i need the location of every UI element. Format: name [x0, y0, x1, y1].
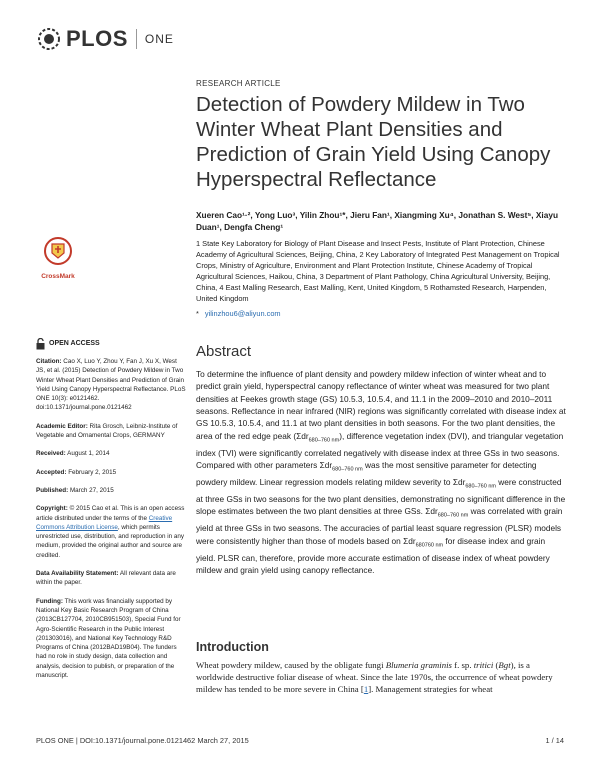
open-access-label: OPEN ACCESS — [49, 340, 100, 348]
abstract-subscript-3: 680–760 nm — [465, 483, 496, 490]
corresponding-email[interactable] — [196, 309, 281, 318]
published-date: March 27, 2015 — [69, 486, 114, 494]
data-availability-text: All relevant data are within the paper. — [36, 570, 176, 587]
abstract-subscript-1: 680–760 nm — [308, 437, 340, 444]
abstract-subscript-5: 680760 nm — [415, 542, 444, 549]
abstract-body — [196, 368, 566, 576]
introduction-body — [196, 659, 566, 696]
affiliations: 1 State Key Laboratory for Biology of Plant Disease and Insect Pests, Institute of Plant Protection, Chinese Academy of Agricultural Sciences, Beijing, China, 2 Key Laboratory of Integrated Pest Management on Tropical Crops, Ministry of Agriculture, Environment and Plant Protection Institute, Chinese Academy of Tropical Agricultural Sciences, Haikou, China, 3 Department of Plant Pathology, China Agricultural University, Beijing, China, 4 East Malling Research, East Malling, Kent, United Kingdom, 5 Rothamsted Research, Harpenden, United Kingdom — [196, 239, 560, 303]
received-block — [36, 449, 186, 458]
accepted-block — [36, 468, 186, 477]
data-availability-block — [36, 569, 186, 588]
abstract-text-6: for disease index and grain yield. PLSR can, therefore, provide more accurate estimation of disease index of wheat powdery mildew and grain yield using canopy reflectance. — [196, 535, 550, 576]
data-availability-label: Data Availability Statement: — [36, 570, 119, 578]
open-lock-icon — [36, 338, 45, 350]
published-label: Published: — [36, 486, 69, 494]
abstract-subscript-4: 680–760 nm — [437, 513, 469, 520]
received-label: Received: — [36, 450, 66, 458]
license-link[interactable]: Creative Commons Attribution License — [36, 514, 173, 531]
footer-citation: PLOS ONE | DOI:10.1371/journal.pone.0121462 March 27, 2015 — [36, 736, 249, 745]
citation-block — [36, 357, 186, 413]
open-access-badge — [36, 338, 186, 350]
accepted-date: February 2, 2015 — [68, 468, 117, 476]
accepted-label: Accepted: — [36, 468, 67, 476]
abstract-text-4: were constructed at three GSs in two seasons for the two plant densities, demonstrating no significant difference in the slope estimates between the two plant densities at three GSs. Σdr — [196, 477, 566, 517]
article-info-sidebar — [36, 338, 186, 689]
plos-logo[interactable] — [36, 26, 174, 52]
funding-text: This work was financially supported by National Key Basic Research Program of China (2013CB127704, 2010CB951503), Special Fund for Agro-Scientific Research in the Public Interest (201303016), and National Key Technology R&D Programs of China (2012BAD19B04). The funders had no role in study design, data collection and analysis, decision to publish, or preparation of the manuscript. — [36, 597, 181, 680]
intro-italic-1: Blumeria graminis — [385, 660, 452, 670]
intro-italic-3: Bgt — [498, 660, 511, 670]
funding-block — [36, 597, 186, 681]
intro-text-1: Wheat powdery mildew, caused by the obligate fungi — [196, 660, 386, 670]
abstract-text-3: was the most sensitive parameter for detecting powdery mildew. Linear regression models relating mildew severity to Σdr — [196, 460, 537, 488]
intro-italic-2: tritici — [473, 660, 494, 670]
abstract-text-2: ), difference vegetation index (DVI), and triangular vegetation index (TVI) were significantly correlated negatively with disease index at three GSs in two seasons. Compared with other parameters Σdr — [196, 430, 564, 471]
editor-label: Academic Editor: — [36, 422, 88, 430]
editor-block — [36, 422, 186, 441]
corresponding-marker: * — [196, 309, 199, 318]
abstract-text-1: To determine the influence of plant density and powdery mildew infection of winter wheat and to predict grain yield, hyperspectral canopy reflectance of winter wheat was measured for two plant densities at Feekes growth stage (GS) 10.5.3, 10.5.4, and 11.1 in the 2009–2010 and 2010–2011 seasons. Reflectance in near infrared (NIR) regions was significantly correlated with disease index at GS 10.5.3, 10.5.4, and 11.1 at two plant densities in both seasons. For the two plant densities, the area of the red edge peak (Σdr — [196, 369, 566, 441]
published-block — [36, 486, 186, 495]
article-type: RESEARCH ARTICLE — [196, 79, 281, 88]
crossmark-badge[interactable] — [38, 236, 78, 280]
logo-divider — [136, 29, 137, 49]
citation-label: Citation: — [36, 358, 62, 365]
abstract-subscript-2: 680–760 nm — [332, 466, 363, 473]
crossmark-icon — [43, 236, 73, 266]
copyright-label: Copyright: — [36, 505, 68, 513]
funding-label: Funding: — [36, 597, 63, 605]
author-list: Xueren Cao¹·², Yong Luo³, Yilin Zhou¹*, Jieru Fan¹, Xiangming Xu⁴, Jonathan S. West⁵, Xiayu Duan¹, Dengfa Cheng¹ — [196, 210, 559, 232]
introduction-heading: Introduction — [196, 640, 269, 654]
intro-text-2: f. sp. — [451, 660, 474, 670]
copyright-text-pre: © 2015 Cao et al. This is an open access article distributed under the terms of the — [36, 505, 185, 522]
crossmark-label: CrossMark — [41, 273, 75, 280]
abstract-heading: Abstract — [196, 343, 252, 360]
journal-name: ONE — [144, 32, 174, 46]
email-link[interactable]: yilinzhou6@aliyun.com — [204, 309, 281, 318]
page-footer — [36, 736, 564, 745]
intro-text-4: ), is a worldwide destructive foliar disease of wheat. Since the late 1970s, the occurrence of wheat powdery mildew has tended to be more severe in China [ — [196, 660, 553, 695]
received-date: August 1, 2014 — [67, 450, 110, 458]
intro-text-3: ( — [493, 660, 499, 670]
intro-text-5: ]. Management strategies for wheat — [368, 684, 493, 695]
abstract-text-5: was correlated with grain yield at three GSs in two seasons. The accuracies of partial least square regression (PLSR) models were consistently higher than those of models based on Σdr — [196, 506, 563, 546]
editor-text: Rita Grosch, Leibniz-Institute of Vegetable and Ornamental Crops, GERMANY — [36, 422, 178, 440]
citation-text: Cao X, Luo Y, Zhou Y, Fan J, Xu X, West JS, et al. (2015) Detection of Powdery Mildew in Two Winter Wheat Plant Densities and Prediction of Grain Yield Using Canopy Hyperspectral Reflectance. PLoS ONE 10(3): e0121462. doi:10.1371/journal.pone.0121462 — [36, 358, 186, 412]
page-number: 1 / 14 — [545, 736, 564, 745]
plos-logo-icon — [36, 26, 62, 52]
copyright-block — [36, 504, 186, 560]
article-title: Detection of Powdery Mildew in Two Winter Wheat Plant Densities and Prediction of Grain Yield Using Canopy Hyperspectral Reflectance — [196, 93, 551, 191]
brand-name: PLOS — [66, 26, 128, 51]
copyright-text-post: , which permits unrestricted use, distribution, and reproduction in any medium, provided the original author and source are credited. — [36, 523, 185, 559]
reference-link[interactable]: 1 — [363, 684, 369, 695]
